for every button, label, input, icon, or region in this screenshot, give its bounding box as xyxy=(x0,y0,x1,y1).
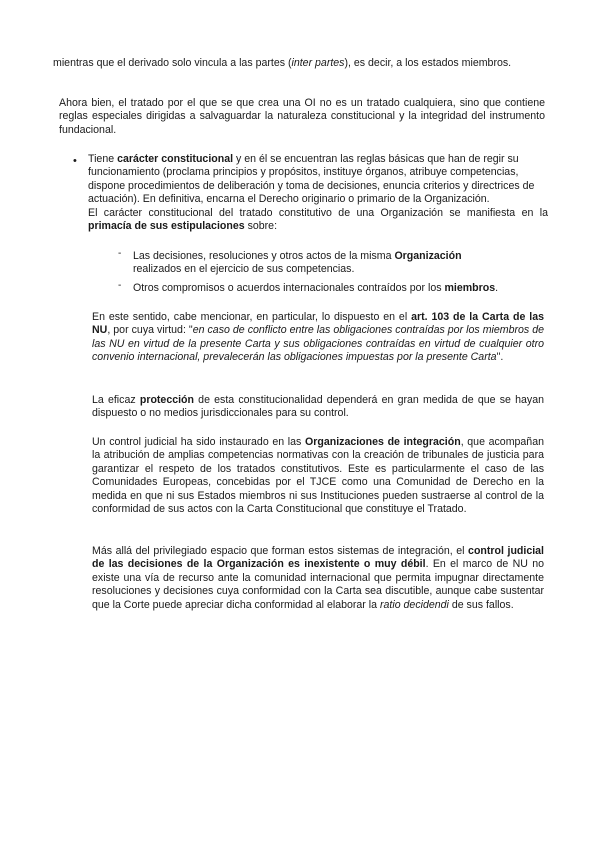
text-run: . En el marco de NU no existe una vía de recurso ante la comunidad internacional que permita impugnar directamente resoluciones y decisiones cuya conformidad con la Carta sea discutible, aunque cabe sustentar que la Corte puede apreciar dicha conformidad al elaborar la xyxy=(92,558,544,611)
paragraph-judicial-control xyxy=(92,545,544,612)
bold-term: protección xyxy=(139,394,194,406)
paragraph-intro: Ahora bien, el tratado por el que se que crea una OI no es un tratado cualquiera, sino que contiene reglas especiales dirigidas a salvaguardar la naturaleza constitucional y la integridad del instrumento fundacional. xyxy=(59,97,545,136)
paragraph-integration xyxy=(92,436,544,516)
bold-term: carácter constitucional xyxy=(117,153,234,165)
text-run: La eficaz xyxy=(92,394,140,406)
bold-term: art. 103 de la Carta de las NU xyxy=(92,311,544,337)
bold-term: Organizaciones de integración xyxy=(305,436,461,448)
dash-icon: - xyxy=(118,280,122,291)
text-run: Más allá del privilegiado espacio que forman estos sistemas de integración, el xyxy=(92,545,469,557)
text-run: En este sentido, cabe mencionar, en particular, lo dispuesto en el xyxy=(92,311,412,323)
bold-term: Organización xyxy=(394,250,462,262)
text-run: y en él se encuentran las reglas básicas que han de regir su funcionamiento (proclama principios y propósitos, instituye órganos, atribuye competencias, dispone procedimientos de deliberación y toma de decisiones, enuncia criterios y directrices de actuación). En definitiva, encarna el Derecho originario o primario de la Organización. xyxy=(88,153,535,206)
bullet-icon: • xyxy=(73,155,77,167)
italic-quote: en caso de conflicto entre las obligaciones contraídas por los miembros de las NU en virtud de la presente Carta y sus obligaciones contraídas en virtud de cualquier otro convenio internacional, prevalecerán las obligaciones impuestas por la presente Carta xyxy=(92,324,545,364)
text-run: de sus fallos. xyxy=(448,598,514,611)
text-run: , que acompañan la atribución de amplias competencias normativas con la creación de tribunales de justicia para garantizar el respeto de los tratados constitutivos. Este es particularmente el caso de las Comunidades Europeas, concebidas por el TJCE como una Comunidad de Derecho en la medida en que ni sus Estados miembros ni sus Instituciones pueden sustraerse al control de la conformidad de sus actos con la Carta Constitucional que constituye el Tratado. xyxy=(92,436,544,516)
text-run: de esta constitucionalidad dependerá en gran medida de que se hayan dispuesto o no medios jurisdiccionales para su control. xyxy=(92,394,544,420)
sublist-item-commitments xyxy=(133,282,533,295)
text-run: realizados en el ejercicio de sus competencias. xyxy=(133,263,355,276)
text-run: Un control judicial ha sido instaurado en las xyxy=(92,436,306,448)
text-run: mientras que el derivado solo vincula a las partes ( xyxy=(53,57,292,69)
italic-term: ratio decidendi xyxy=(379,598,449,611)
dash-icon: - xyxy=(118,248,122,259)
text-run: sobre: xyxy=(244,220,278,233)
bullet-item-continuation xyxy=(88,207,548,234)
sublist-item-decisions xyxy=(133,250,533,277)
italic-term: inter partes xyxy=(291,57,345,69)
text-run: . xyxy=(495,282,499,294)
paragraph-continuation xyxy=(53,57,573,70)
paragraph-art-103 xyxy=(92,311,544,365)
paragraph-protection xyxy=(92,394,544,421)
text-run: Otros compromisos o acuerdos internacionales contraídos por los xyxy=(133,282,445,294)
text-run: , por cuya virtud: " xyxy=(107,324,193,337)
bold-term: miembros xyxy=(444,282,496,294)
text-run: El carácter constitucional del tratado constitutivo de una Organización se manifiesta en la xyxy=(88,207,548,219)
bold-term: control judicial de las decisiones de la Organización es inexistente o muy débil xyxy=(92,545,545,571)
text-run: ), es decir, a los estados miembros. xyxy=(344,57,512,69)
text-run: Tiene xyxy=(88,153,118,165)
bullet-item-text xyxy=(88,153,548,207)
text-run: Las decisiones, resoluciones y otros actos de la misma xyxy=(133,250,395,262)
text-run: ". xyxy=(496,351,504,364)
bold-term: primacía de sus estipulaciones xyxy=(88,220,245,233)
